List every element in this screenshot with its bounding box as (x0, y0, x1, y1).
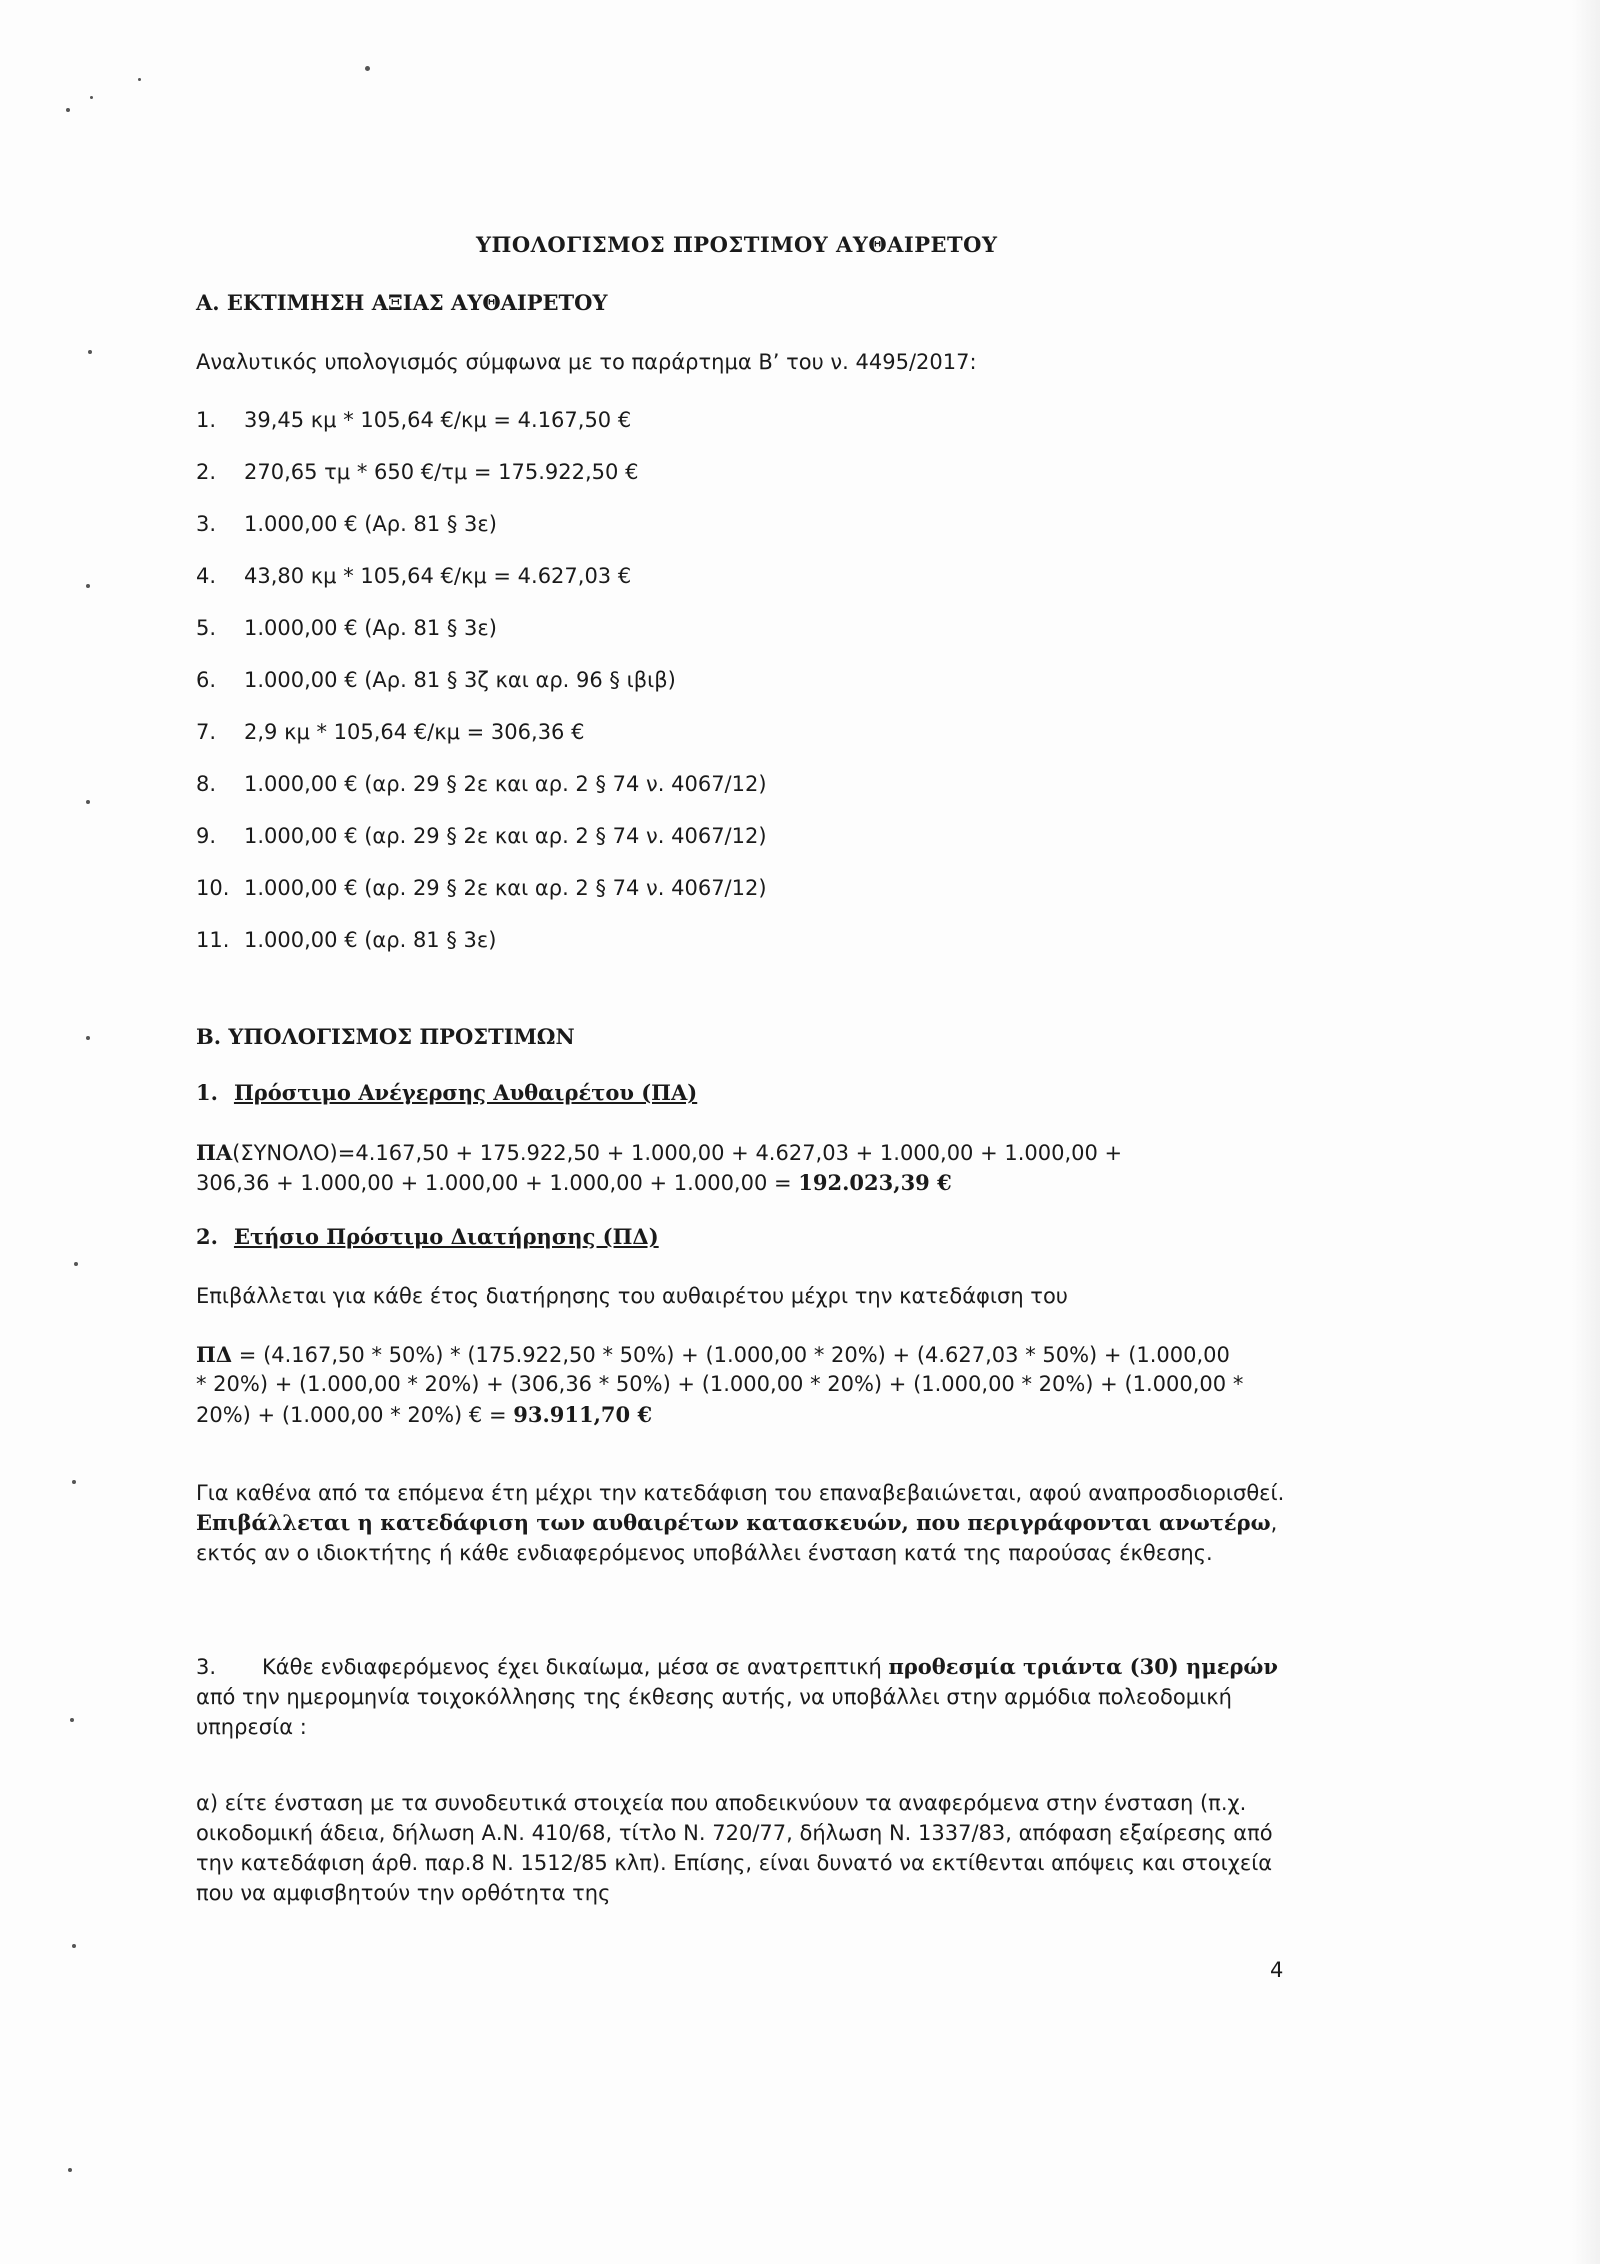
scan-speck (86, 800, 90, 804)
valuation-item (196, 720, 584, 744)
valuation-item (196, 460, 638, 484)
section-a-intro: Αναλυτικός υπολογισμός σύμφωνα με το παράρτημα Β’ του ν. 4495/2017: (196, 350, 977, 374)
paragraph-text: από την ημερομηνία τοιχοκόλλησης της έκθεσης αυτής, να υποβάλλει στην αρμόδια πολεοδομική υπηρεσία : (196, 1685, 1232, 1739)
paragraph-text: , εκτός αν ο ιδιοκτήτης ή κάθε ενδιαφερόμενος υποβάλλει ένσταση κατά της παρούσας έκθεσης. (196, 1511, 1278, 1565)
valuation-item-number: 5. (196, 616, 217, 640)
scan-speck (88, 350, 92, 354)
valuation-item-text: 1.000,00 € (Αρ. 81 § 3ε) (244, 512, 497, 536)
annual-fine-formula-line3 (196, 1402, 652, 1427)
formula-label: ΠΔ (196, 1342, 233, 1367)
valuation-item-text: 39,45 κμ * 105,64 €/κμ = 4.167,50 € (244, 408, 632, 432)
demolition-paragraph (196, 1478, 1292, 1568)
formula-total: 192.023,39 € (798, 1170, 952, 1195)
sub-heading-construction-fine (196, 1080, 697, 1105)
section-b-heading: Β. ΥΠΟΛΟΓΙΣΜΟΣ ΠΡΟΣΤΙΜΩΝ (196, 1024, 575, 1049)
formula-label: ΠΑ (196, 1140, 233, 1165)
valuation-item (196, 564, 631, 588)
formula-text: = (4.167,50 * 50%) * (175.922,50 * 50%) + (1.000,00 * 20%) + (4.627,03 * 50%) + (1.000,00 (232, 1343, 1230, 1367)
paragraph-bold-text: προθεσμία τριάντα (30) ημερών (888, 1654, 1278, 1679)
sub-heading-number: 1. (196, 1080, 218, 1105)
scan-speck (86, 1036, 90, 1040)
paragraph-text: Για καθένα από τα επόμενα έτη μέχρι την κατεδάφιση του επαναβεβαιώνεται, αφού αναπροσδιορισθεί. (196, 1481, 1285, 1505)
annual-fine-intro: Επιβάλλεται για κάθε έτος διατήρησης του αυθαιρέτου μέχρι την κατεδάφιση του (196, 1284, 1068, 1308)
objection-right-paragraph (196, 1652, 1292, 1742)
valuation-item-text: 270,65 τμ * 650 €/τμ = 175.922,50 € (244, 460, 639, 484)
annual-fine-formula-line1 (196, 1342, 1230, 1367)
valuation-item-text: 1.000,00 € (Αρ. 81 § 3ζ και αρ. 96 § ιβιβ) (244, 668, 676, 692)
valuation-item (196, 772, 767, 796)
sub-heading-title: Ετήσιο Πρόστιμο Διατήρησης (ΠΔ) (233, 1224, 659, 1249)
formula-text: 20%) + (1.000,00 * 20%) € = (196, 1403, 514, 1427)
scan-speck (138, 78, 141, 81)
construction-fine-formula-line2 (196, 1170, 952, 1195)
valuation-item-number: 6. (196, 668, 217, 692)
scan-speck (74, 1262, 78, 1266)
valuation-item (196, 876, 767, 900)
scan-speck (68, 2168, 72, 2172)
valuation-item (196, 928, 496, 952)
valuation-item-number: 10. (196, 876, 230, 900)
valuation-item (196, 616, 497, 640)
paragraph-number: 3. (196, 1655, 217, 1679)
formula-text: 306,36 + 1.000,00 + 1.000,00 + 1.000,00 + 1.000,00 = (196, 1171, 799, 1195)
scan-speck (72, 1944, 76, 1948)
valuation-item-text: 1.000,00 € (αρ. 29 § 2ε και αρ. 2 § 74 ν. 4067/12) (244, 772, 767, 796)
valuation-item-number: 7. (196, 720, 217, 744)
section-a-heading: Α. ΕΚΤΙΜΗΣΗ ΑΞΙΑΣ ΑΥΘΑΙΡΕΤΟΥ (196, 290, 608, 315)
formula-total: 93.911,70 € (513, 1402, 653, 1427)
scan-speck (72, 1480, 76, 1484)
construction-fine-formula-line1 (196, 1140, 1122, 1165)
valuation-item-number: 3. (196, 512, 217, 536)
page-edge-shadow (1572, 0, 1600, 2264)
valuation-item-text: 1.000,00 € (αρ. 81 § 3ε) (244, 928, 497, 952)
valuation-item (196, 668, 676, 692)
scan-speck (86, 584, 90, 588)
sub-heading-annual-fine (196, 1224, 659, 1249)
scan-speck (365, 66, 370, 71)
valuation-item-number: 9. (196, 824, 217, 848)
valuation-item-text: 1.000,00 € (αρ. 29 § 2ε και αρ. 2 § 74 ν. 4067/12) (244, 876, 767, 900)
valuation-item-text: 43,80 κμ * 105,64 €/κμ = 4.627,03 € (244, 564, 632, 588)
scan-speck (90, 96, 93, 99)
valuation-item-text: 2,9 κμ * 105,64 €/κμ = 306,36 € (244, 720, 585, 744)
valuation-item (196, 512, 497, 536)
valuation-item-number: 4. (196, 564, 217, 588)
scan-speck (66, 108, 70, 112)
sub-heading-number: 2. (196, 1224, 218, 1249)
valuation-item-text: 1.000,00 € (Αρ. 81 § 3ε) (244, 616, 497, 640)
page-number: 4 (1270, 1958, 1284, 1982)
valuation-item (196, 824, 767, 848)
annual-fine-formula-line2: * 20%) + (1.000,00 * 20%) + (306,36 * 50%) + (1.000,00 * 20%) + (1.000,00 * 20%) + (1.000,00 * (196, 1372, 1244, 1396)
valuation-item-number: 1. (196, 408, 217, 432)
document-title: ΥΠΟΛΟΓΙΣΜΟΣ ΠΡΟΣΤΙΜΟΥ ΑΥΘΑΙΡΕΤΟΥ (476, 232, 998, 257)
scan-speck (70, 1718, 74, 1722)
valuation-item (196, 408, 631, 432)
sub-heading-title: Πρόστιμο Ανέγερσης Αυθαιρέτου (ΠΑ) (233, 1080, 698, 1105)
paragraph-text: Κάθε ενδιαφερόμενος έχει δικαίωμα, μέσα σε ανατρεπτική (262, 1655, 889, 1679)
paragraph-bold-text: Επιβάλλεται η κατεδάφιση των αυθαιρέτων κατασκευών, που περιγράφονται ανωτέρω (196, 1510, 1271, 1535)
valuation-item-number: 8. (196, 772, 217, 796)
objection-option-a-paragraph: α) είτε ένσταση με τα συνοδευτικά στοιχεία που αποδεικνύουν τα αναφερόμενα στην ένσταση (π.χ. οικοδομική άδεια, δήλωση Α.Ν. 410/68, τίτλο Ν. 720/77, δήλωση Ν. 1337/83, απόφαση εξαίρεσης από την κατεδάφιση άρθ. παρ.8 Ν. 1512/85 κλπ). Επίσης, είναι δυνατό να εκτίθενται απόψεις και στοιχεία που να αμφισβητούν την ορθότητα της (196, 1791, 1273, 1905)
valuation-item-number: 2. (196, 460, 217, 484)
valuation-item-number: 11. (196, 928, 230, 952)
valuation-item-text: 1.000,00 € (αρ. 29 § 2ε και αρ. 2 § 74 ν. 4067/12) (244, 824, 767, 848)
formula-text: (ΣΥΝΟΛΟ)=4.167,50 + 175.922,50 + 1.000,00 + 4.627,03 + 1.000,00 + 1.000,00 + (232, 1141, 1123, 1165)
